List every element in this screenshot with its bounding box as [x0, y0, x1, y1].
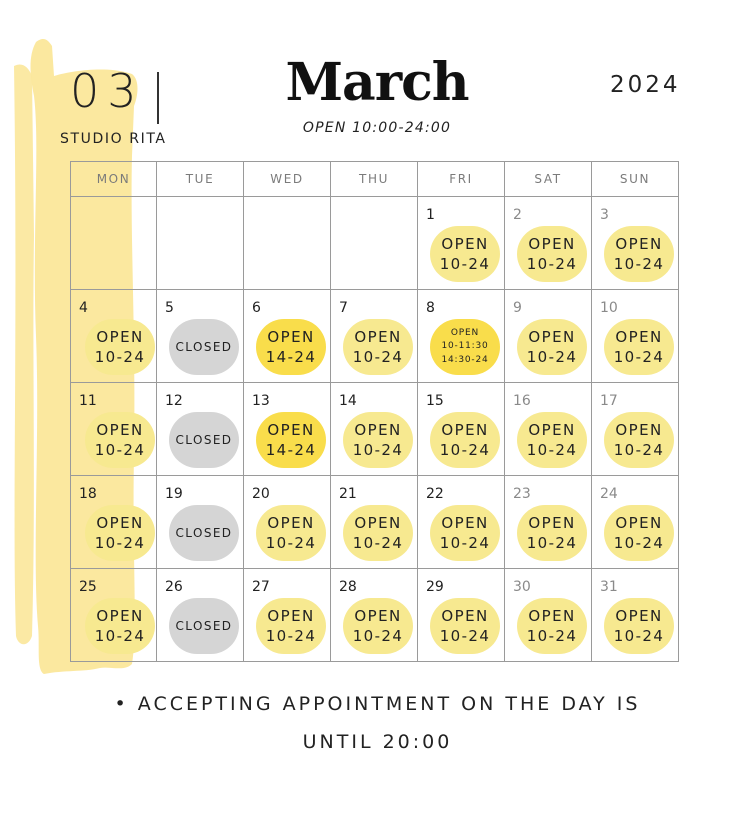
- day-cell-11[interactable]: [70, 383, 157, 476]
- appointment-note-line1: • ACCEPTING APPOINTMENT ON THE DAY IS: [114, 693, 641, 715]
- day-number: 23: [513, 486, 531, 502]
- open-hours-badge: [430, 319, 500, 375]
- day-number: 6: [252, 300, 261, 316]
- day-number: 20: [252, 486, 270, 502]
- day-number: 15: [426, 393, 444, 409]
- day-cell-26[interactable]: [157, 569, 244, 662]
- open-hours-badge: [256, 412, 326, 468]
- open-hours-badge: [604, 319, 674, 375]
- weekday-header-thu: THU: [331, 161, 418, 197]
- day-cell-31[interactable]: [592, 569, 679, 662]
- day-number: 31: [600, 579, 618, 595]
- badge-line: 10-24: [94, 627, 146, 645]
- open-hours-badge: [517, 598, 587, 654]
- day-number: 29: [426, 579, 444, 595]
- badge-line: 10-24: [526, 255, 578, 273]
- badge-line: OPEN: [528, 420, 576, 439]
- day-number: 11: [79, 393, 97, 409]
- empty-day-cell: [70, 197, 157, 290]
- open-hours-badge: [604, 598, 674, 654]
- day-cell-19[interactable]: [157, 476, 244, 569]
- badge-line: 14-24: [265, 441, 317, 459]
- weekday-header-sat: SAT: [505, 161, 592, 197]
- badge-line: 10-24: [352, 627, 404, 645]
- day-cell-17[interactable]: [592, 383, 679, 476]
- closed-badge: [169, 505, 239, 561]
- badge-line: 10-24: [352, 534, 404, 552]
- day-cell-28[interactable]: [331, 569, 418, 662]
- day-cell-22[interactable]: [418, 476, 505, 569]
- day-number: 7: [339, 300, 348, 316]
- badge-line: OPEN: [615, 234, 663, 253]
- closed-badge: [169, 412, 239, 468]
- weekday-header-tue: TUE: [157, 161, 244, 197]
- badge-line: CLOSED: [175, 432, 233, 447]
- open-hours-badge: [85, 412, 155, 468]
- day-number: 14: [339, 393, 357, 409]
- day-cell-18[interactable]: [70, 476, 157, 569]
- badge-line: OPEN: [267, 327, 315, 346]
- badge-line: 10-24: [94, 348, 146, 366]
- open-hours-badge: [85, 598, 155, 654]
- badge-line: OPEN: [354, 420, 402, 439]
- weekday-header-wed: WED: [244, 161, 331, 197]
- badge-line: CLOSED: [175, 618, 233, 633]
- open-hours-badge: [256, 598, 326, 654]
- badge-line: OPEN: [615, 513, 663, 532]
- badge-line: OPEN: [441, 606, 489, 625]
- badge-line: 10-24: [613, 627, 665, 645]
- month-number: 03: [70, 64, 145, 118]
- badge-line: OPEN: [615, 606, 663, 625]
- badge-line: 14-24: [265, 348, 317, 366]
- day-number: 1: [426, 207, 435, 223]
- badge-line: CLOSED: [175, 525, 233, 540]
- badge-line: 10-24: [613, 534, 665, 552]
- badge-line: OPEN: [615, 420, 663, 439]
- badge-line: 10-24: [526, 348, 578, 366]
- open-hours-badge: [517, 226, 587, 282]
- day-number: 8: [426, 300, 435, 316]
- open-hours-badge: [256, 319, 326, 375]
- day-number: 9: [513, 300, 522, 316]
- open-hours-badge: [604, 412, 674, 468]
- day-number: 28: [339, 579, 357, 595]
- badge-line: 10-24: [613, 255, 665, 273]
- weekday-header-mon: MON: [70, 161, 157, 197]
- day-cell-29[interactable]: [418, 569, 505, 662]
- empty-day-cell: [331, 197, 418, 290]
- empty-day-cell: [157, 197, 244, 290]
- badge-line: OPEN: [96, 420, 144, 439]
- year: 2024: [610, 72, 681, 98]
- day-number: 27: [252, 579, 270, 595]
- badge-line: OPEN: [354, 513, 402, 532]
- month-title: March: [285, 52, 469, 113]
- day-number: 17: [600, 393, 618, 409]
- day-number: 13: [252, 393, 270, 409]
- badge-line: OPEN: [96, 513, 144, 532]
- weekday-header-sun: SUN: [592, 161, 679, 197]
- open-hours-badge: [517, 319, 587, 375]
- badge-line: OPEN: [450, 328, 480, 339]
- day-cell-15[interactable]: [418, 383, 505, 476]
- open-hours-badge: [430, 226, 500, 282]
- day-number: 12: [165, 393, 183, 409]
- badge-line: OPEN: [441, 513, 489, 532]
- open-hours-badge: [604, 226, 674, 282]
- badge-line: 10-24: [526, 627, 578, 645]
- badge-line: OPEN: [96, 327, 144, 346]
- badge-line: 10-24: [94, 441, 146, 459]
- day-cell-3[interactable]: [592, 197, 679, 290]
- badge-line: OPEN: [267, 420, 315, 439]
- day-cell-25[interactable]: [70, 569, 157, 662]
- open-hours-badge: [430, 412, 500, 468]
- day-cell-16[interactable]: [505, 383, 592, 476]
- open-hours-badge: [343, 505, 413, 561]
- badge-line: OPEN: [354, 327, 402, 346]
- studio-name: STUDIO RITA: [60, 131, 167, 147]
- opening-hours: OPEN 10:00-24:00: [302, 120, 452, 136]
- day-cell-8[interactable]: [418, 290, 505, 383]
- day-cell-21[interactable]: [331, 476, 418, 569]
- day-cell-14[interactable]: [331, 383, 418, 476]
- badge-line: 10-24: [265, 534, 317, 552]
- day-number: 21: [339, 486, 357, 502]
- day-number: 26: [165, 579, 183, 595]
- badge-line: 10-24: [613, 441, 665, 459]
- month-number-divider: [157, 72, 159, 124]
- badge-line: OPEN: [615, 327, 663, 346]
- closed-badge: [169, 598, 239, 654]
- day-cell-6[interactable]: [244, 290, 331, 383]
- badge-line: OPEN: [528, 513, 576, 532]
- badge-line: 14:30-24: [441, 354, 489, 365]
- badge-line: OPEN: [528, 234, 576, 253]
- day-cell-30[interactable]: [505, 569, 592, 662]
- badge-line: 10-24: [439, 627, 491, 645]
- badge-line: 10-24: [94, 534, 146, 552]
- day-number: 3: [600, 207, 609, 223]
- closed-badge: [169, 319, 239, 375]
- badge-line: OPEN: [441, 234, 489, 253]
- badge-line: 10-24: [526, 441, 578, 459]
- day-number: 22: [426, 486, 444, 502]
- badge-line: OPEN: [528, 327, 576, 346]
- badge-line: OPEN: [441, 420, 489, 439]
- day-number: 25: [79, 579, 97, 595]
- day-cell-10[interactable]: [592, 290, 679, 383]
- badge-line: 10-24: [439, 255, 491, 273]
- open-hours-badge: [85, 319, 155, 375]
- badge-line: 10-24: [265, 627, 317, 645]
- day-number: 10: [600, 300, 618, 316]
- badge-line: OPEN: [528, 606, 576, 625]
- badge-line: 10-24: [613, 348, 665, 366]
- open-hours-badge: [430, 505, 500, 561]
- day-cell-27[interactable]: [244, 569, 331, 662]
- open-hours-badge: [85, 505, 155, 561]
- open-hours-badge: [256, 505, 326, 561]
- open-hours-badge: [343, 412, 413, 468]
- badge-line: OPEN: [267, 606, 315, 625]
- day-number: 24: [600, 486, 618, 502]
- badge-line: 10-24: [439, 441, 491, 459]
- day-cell-13[interactable]: [244, 383, 331, 476]
- calendar-grid: [70, 161, 679, 662]
- open-hours-badge: [604, 505, 674, 561]
- badge-line: 10-24: [352, 441, 404, 459]
- day-cell-9[interactable]: [505, 290, 592, 383]
- badge-line: 10-11:30: [441, 341, 489, 352]
- day-cell-5[interactable]: [157, 290, 244, 383]
- open-hours-badge: [517, 505, 587, 561]
- open-hours-badge: [343, 598, 413, 654]
- badge-line: 10-24: [526, 534, 578, 552]
- day-cell-23[interactable]: [505, 476, 592, 569]
- day-number: 30: [513, 579, 531, 595]
- badge-line: OPEN: [96, 606, 144, 625]
- day-number: 5: [165, 300, 174, 316]
- day-cell-24[interactable]: [592, 476, 679, 569]
- open-hours-badge: [430, 598, 500, 654]
- open-hours-badge: [517, 412, 587, 468]
- day-cell-2[interactable]: [505, 197, 592, 290]
- day-number: 2: [513, 207, 522, 223]
- day-number: 4: [79, 300, 88, 316]
- badge-line: CLOSED: [175, 339, 233, 354]
- day-number: 16: [513, 393, 531, 409]
- open-hours-badge: [343, 319, 413, 375]
- badge-line: 10-24: [352, 348, 404, 366]
- empty-day-cell: [244, 197, 331, 290]
- day-number: 18: [79, 486, 97, 502]
- day-cell-1[interactable]: [418, 197, 505, 290]
- badge-line: OPEN: [354, 606, 402, 625]
- weekday-header-fri: FRI: [418, 161, 505, 197]
- day-cell-7[interactable]: [331, 290, 418, 383]
- day-number: 19: [165, 486, 183, 502]
- badge-line: 10-24: [439, 534, 491, 552]
- day-cell-12[interactable]: [157, 383, 244, 476]
- day-cell-4[interactable]: [70, 290, 157, 383]
- appointment-note-line2: UNTIL 20:00: [302, 731, 453, 753]
- day-cell-20[interactable]: [244, 476, 331, 569]
- badge-line: OPEN: [267, 513, 315, 532]
